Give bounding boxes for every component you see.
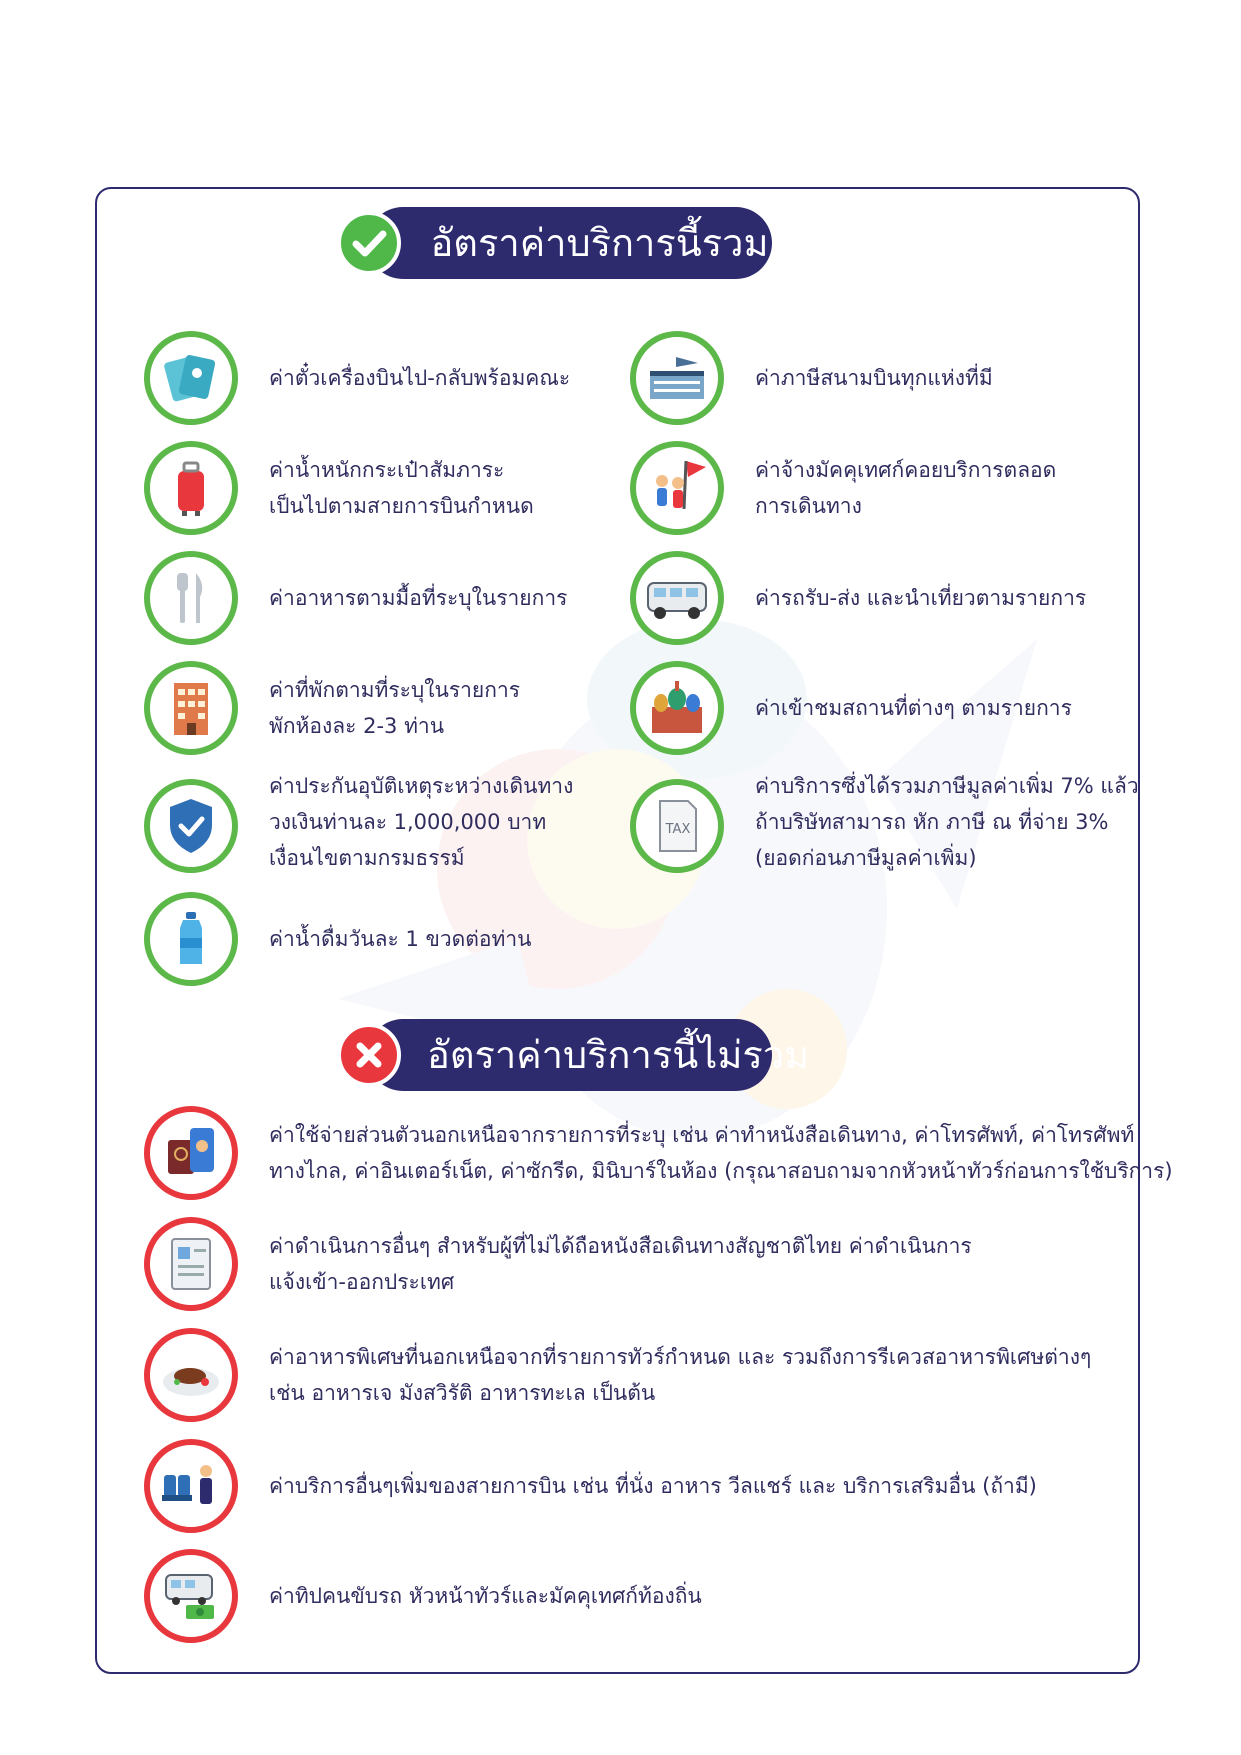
item-text-line: ค่าภาษีสนามบินทุกแห่งที่มี (755, 366, 993, 390)
check-icon (337, 211, 401, 275)
item-text-line: ค่าดำเนินการอื่นๆ สำหรับผู้ที่ไม่ได้ถือหนังสือเดินทางสัญชาติไทย ค่าดำเนินการ (269, 1234, 972, 1258)
cross-icon (337, 1023, 401, 1087)
item-text-line: การเดินทาง (755, 494, 862, 518)
included-item (144, 892, 584, 986)
included-item (630, 441, 1110, 535)
included-item (630, 661, 1110, 755)
item-text-line: ค่าบริการซึ่งได้รวมภาษีมูลค่าเพิ่ม 7% แล้ว (755, 774, 1139, 798)
excluded-item (144, 1217, 1104, 1311)
tip-money-icon (144, 1549, 238, 1643)
excluded-title: อัตราค่าบริการนี้ไม่รวม (367, 1019, 772, 1091)
svg-text:TAX: TAX (665, 822, 691, 837)
excluded-item (144, 1549, 1104, 1643)
bus-icon (630, 551, 724, 645)
ticket-icon (144, 331, 238, 425)
item-text-line: ค่าที่พักตามที่ระบุในรายการ (269, 678, 521, 702)
special-food-icon (144, 1328, 238, 1422)
hotel-icon (144, 661, 238, 755)
item-text-line: (ยอดก่อนภาษีมูลค่าเพิ่ม) (755, 846, 977, 870)
item-text-line: เป็นไปตามสายการบินกำหนด (269, 494, 534, 518)
item-text-line: ค่าทิปคนขับรถ หัวหน้าทัวร์และมัคคุเทศก์ท้องถิ่น (269, 1584, 702, 1608)
item-text-line: ค่าอาหารตามมื้อที่ระบุในรายการ (269, 586, 568, 610)
water-bottle-icon (144, 892, 238, 986)
item-text-line: เช่น อาหารเจ มังสวิรัติ อาหารทะเล เป็นต้น (269, 1381, 656, 1405)
luggage-icon (144, 441, 238, 535)
included-item (144, 331, 584, 425)
tax-document-icon (630, 779, 724, 873)
item-text-line: เงื่อนไขตามกรมธรรม์ (269, 846, 465, 870)
included-item (144, 551, 584, 645)
airport-icon (630, 331, 724, 425)
item-text-line: ค่าน้ำหนักกระเป๋าสัมภาระ (269, 458, 505, 482)
item-text-line: ค่าน้ำดื่มวันละ 1 ขวดต่อท่าน (269, 927, 532, 951)
item-text-line: พักห้องละ 2-3 ท่าน (269, 714, 445, 738)
excluded-banner (337, 1019, 810, 1091)
item-text-line: วงเงินท่านละ 1,000,000 บาท (269, 810, 547, 834)
excluded-item (144, 1106, 1173, 1200)
shield-check-icon (144, 779, 238, 873)
passport-phone-icon (144, 1106, 238, 1200)
included-item (630, 331, 1110, 425)
included-title: อัตราค่าบริการนี้รวม (367, 207, 772, 279)
included-banner (337, 207, 772, 279)
item-text-line: ค่าบริการอื่นๆเพิ่มของสายการบิน เช่น ที่นั่ง อาหาร วีลแชร์ และ บริการเสริมอื่น (ถ้ามี) (269, 1474, 1037, 1498)
included-item (144, 441, 584, 535)
item-text-line: ถ้าบริษัทสามารถ หัก ภาษี ณ ที่จ่าย 3% (755, 810, 1109, 834)
included-item (630, 771, 1139, 881)
included-item (144, 771, 584, 881)
item-text-line: แจ้งเข้า-ออกประเทศ (269, 1270, 455, 1294)
airline-seat-icon (144, 1439, 238, 1533)
item-text-line: ค่าจ้างมัคคุเทศก์คอยบริการตลอด (755, 458, 1057, 482)
included-item (630, 551, 1110, 645)
item-text-line: ค่าอาหารพิเศษที่นอกเหนือจากที่รายการทัวร์กำหนด และ รวมถึงการรีเควสอาหารพิเศษต่างๆ (269, 1345, 1092, 1369)
landmark-icon (630, 661, 724, 755)
excluded-item (144, 1439, 1104, 1533)
service-rate-card (95, 187, 1173, 1674)
visa-document-icon (144, 1217, 238, 1311)
included-item (144, 661, 584, 755)
tour-guide-icon (630, 441, 724, 535)
item-text-line: ค่ารถรับ-ส่ง และนำเที่ยวตามรายการ (755, 586, 1087, 610)
item-text-line: ค่าเข้าชมสถานที่ต่างๆ ตามรายการ (755, 696, 1072, 720)
cutlery-icon (144, 551, 238, 645)
item-text-line: ค่าใช้จ่ายส่วนตัวนอกเหนือจากรายการที่ระบุ เช่น ค่าทำหนังสือเดินทาง, ค่าโทรศัพท์, ค่าโทรศัพท์ (269, 1123, 1135, 1147)
excluded-item (144, 1328, 1104, 1422)
item-text-line: ค่าตั๋วเครื่องบินไป-กลับพร้อมคณะ (269, 366, 571, 390)
item-text-line: ค่าประกันอุบัติเหตุระหว่างเดินทาง (269, 774, 574, 798)
item-text-line: ทางไกล, ค่าอินเตอร์เน็ต, ค่าซักรีด, มินิบาร์ในห้อง (กรุณาสอบถามจากหัวหน้าทัวร์ก่อนการใช้บริการ) (269, 1159, 1173, 1183)
